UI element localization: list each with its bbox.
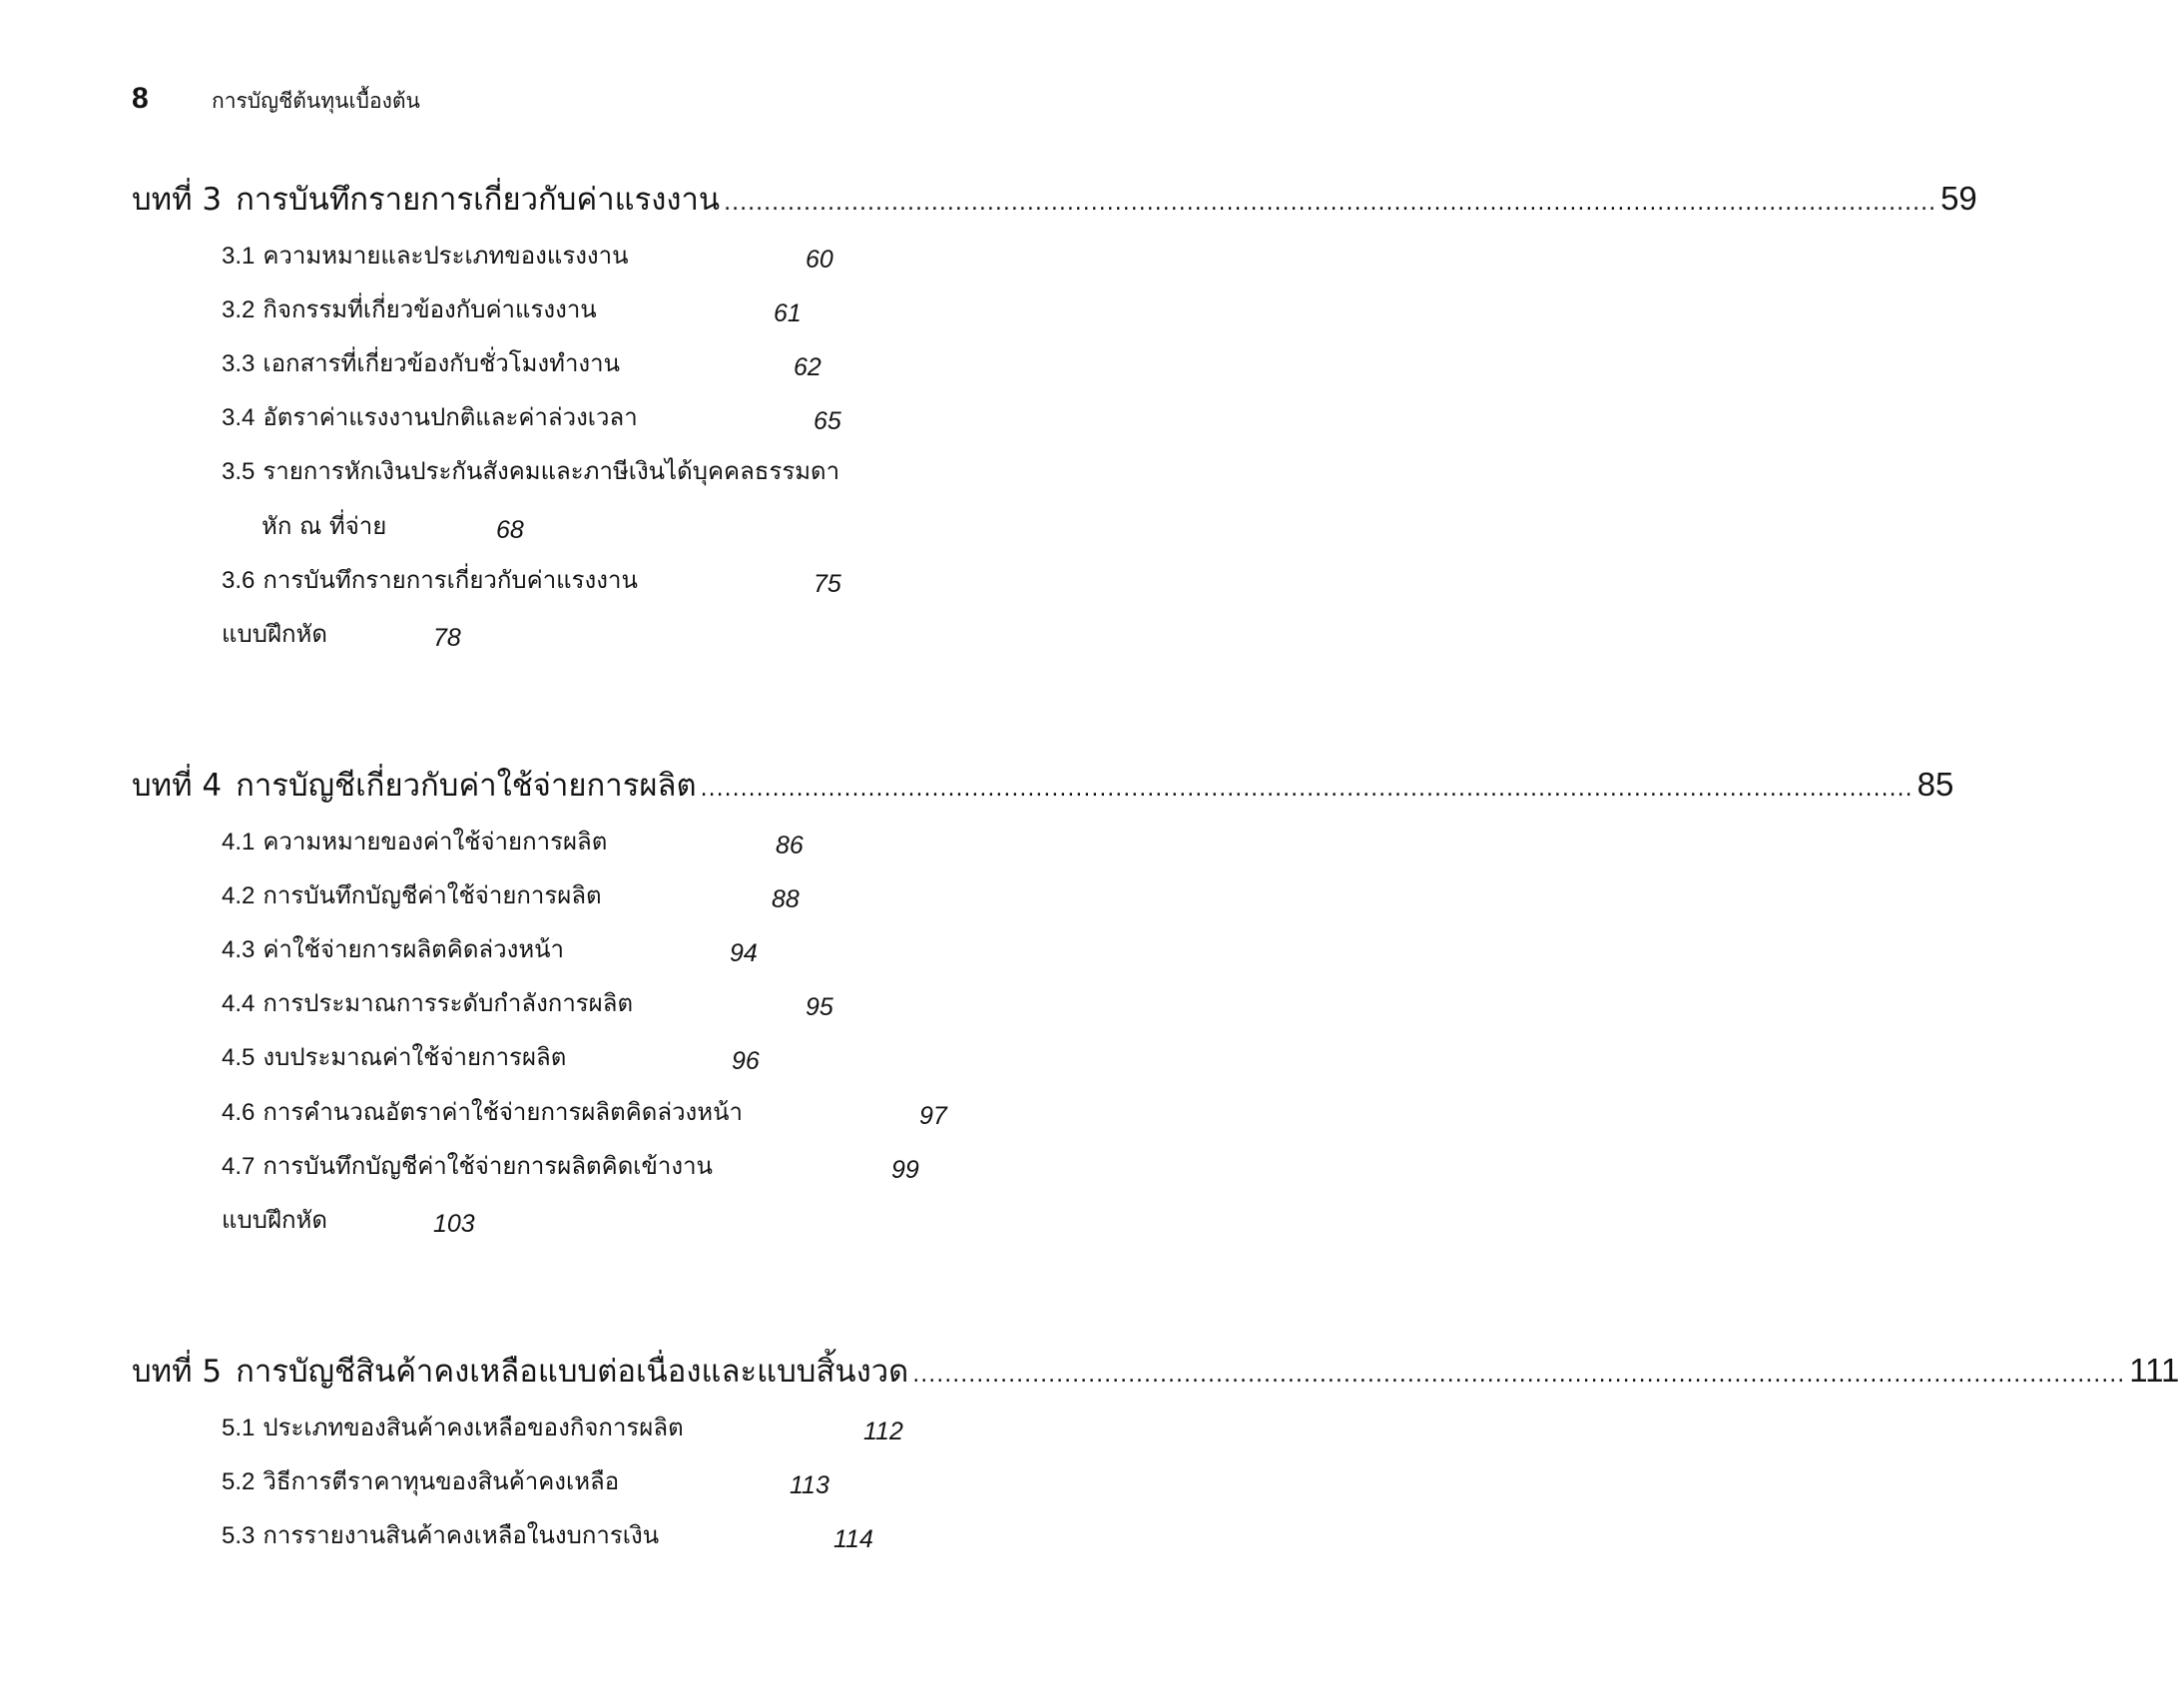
section-title: เอกสารที่เกี่ยวข้องกับชั่วโมงทำงาน xyxy=(263,349,621,377)
toc-entry-continuation[interactable] xyxy=(262,506,386,550)
chapter-page: 59 xyxy=(1940,180,1977,217)
section-title: ความหมายของค่าใช้จ่ายการผลิต xyxy=(263,828,608,855)
section-title: งบประมาณค่าใช้จ่ายการผลิต xyxy=(263,1043,567,1071)
chapter-title: การบัญชีสินค้าคงเหลือแบบต่อเนื่องและแบบสิ้นงวด xyxy=(236,1354,909,1390)
section-title: แบบฝึกหัด xyxy=(222,1206,327,1234)
section-number: 3.5 xyxy=(222,458,256,485)
section-title: การบันทึกบัญชีค่าใช้จ่ายการผลิตคิดเข้างาน xyxy=(263,1152,713,1180)
section-page: 97 xyxy=(919,1102,947,1130)
section-number: 3.6 xyxy=(222,567,256,594)
chapter-title: การบันทึกรายการเกี่ยวกับค่าแรงงาน xyxy=(236,182,721,218)
toc-entry[interactable] xyxy=(222,289,597,333)
section-number: 3.1 xyxy=(222,243,256,270)
section-title: วิธีการตีราคาทุนของสินค้าคงเหลือ xyxy=(263,1467,620,1495)
section-number: 4.1 xyxy=(222,829,256,855)
toc-entry[interactable] xyxy=(222,1408,684,1451)
section-number: 4.7 xyxy=(222,1153,256,1180)
section-page: 94 xyxy=(730,939,758,967)
toc-entry[interactable] xyxy=(222,236,629,280)
section-title: แบบฝึกหัด xyxy=(222,620,327,648)
section-page: 95 xyxy=(806,993,833,1021)
toc-entry[interactable] xyxy=(222,614,327,658)
section-title: กิจกรรมที่เกี่ยวข้องกับค่าแรงงาน xyxy=(263,295,597,323)
section-page: 96 xyxy=(732,1047,760,1075)
section-page: 78 xyxy=(433,624,461,652)
section-title: การคำนวณอัตราค่าใช้จ่ายการผลิตคิดล่วงหน้า xyxy=(263,1098,743,1126)
section-page: 75 xyxy=(814,570,841,598)
section-title: การรายงานสินค้าคงเหลือในงบการเงิน xyxy=(263,1521,660,1549)
toc-entry[interactable] xyxy=(222,1515,659,1559)
section-number: 5.1 xyxy=(222,1415,256,1441)
section-number: 3.2 xyxy=(222,296,256,323)
section-number: 4.2 xyxy=(222,882,256,909)
section-title: ประเภทของสินค้าคงเหลือของกิจการผลิต xyxy=(263,1414,684,1441)
chapter-heading[interactable] xyxy=(132,174,1977,226)
toc-entry[interactable] xyxy=(222,875,602,919)
section-title: การบันทึกบัญชีค่าใช้จ่ายการผลิต xyxy=(263,881,602,909)
section-number: 5.2 xyxy=(222,1468,256,1495)
section-title: อัตราค่าแรงงานปกติและค่าล่วงเวลา xyxy=(263,403,638,431)
section-page: 86 xyxy=(776,832,804,859)
section-number: 4.4 xyxy=(222,990,256,1017)
book-title: การบัญชีต้นทุนเบื้องต้น xyxy=(212,89,420,113)
toc-entry[interactable] xyxy=(222,822,607,865)
toc-entry[interactable] xyxy=(222,1092,743,1136)
chapter-label: บทที่ 4 xyxy=(132,768,223,804)
section-title: ความหมายและประเภทของแรงงาน xyxy=(263,242,629,270)
toc-entry[interactable] xyxy=(222,1037,566,1081)
chapter-label: บทที่ 5 xyxy=(132,1354,223,1390)
running-header xyxy=(132,82,420,122)
toc-entry[interactable] xyxy=(222,1461,619,1505)
section-page: 103 xyxy=(433,1210,475,1238)
section-title-continuation: หัก ณ ที่จ่าย xyxy=(262,512,387,540)
dot-leader: ........................................................................................................................................................ xyxy=(724,191,1937,216)
section-page: 65 xyxy=(814,407,841,435)
dot-leader: ........................................................................................................................................................ xyxy=(700,777,1913,802)
toc-entry[interactable] xyxy=(222,929,564,973)
dot-leader: ........................................................................................................................................................ xyxy=(912,1363,2126,1388)
section-page: 113 xyxy=(790,1471,829,1499)
section-number: 3.3 xyxy=(222,350,256,377)
section-title: ค่าใช้จ่ายการผลิตคิดล่วงหน้า xyxy=(263,935,565,963)
chapter-heading[interactable] xyxy=(132,1346,2179,1398)
toc-entry[interactable] xyxy=(222,1200,327,1244)
section-number: 4.6 xyxy=(222,1099,256,1126)
section-page: 60 xyxy=(806,246,833,274)
section-title: การบันทึกรายการเกี่ยวกับค่าแรงงาน xyxy=(263,566,638,594)
chapter-page: 111 xyxy=(2129,1352,2179,1389)
chapter-heading[interactable] xyxy=(132,760,1954,812)
section-page: 61 xyxy=(774,299,802,327)
section-page: 88 xyxy=(772,885,800,913)
section-number: 5.3 xyxy=(222,1522,256,1549)
section-page: 99 xyxy=(891,1156,919,1184)
toc-entry[interactable] xyxy=(222,1146,713,1190)
toc-entry[interactable] xyxy=(222,397,638,441)
chapter-label: บทที่ 3 xyxy=(132,182,223,218)
section-page: 112 xyxy=(863,1418,903,1445)
toc-entry[interactable] xyxy=(222,983,633,1027)
chapter-page: 85 xyxy=(1916,766,1954,803)
toc-entry[interactable] xyxy=(222,451,839,495)
section-number: 3.4 xyxy=(222,404,256,431)
toc-entry[interactable] xyxy=(222,343,620,387)
chapter-title: การบัญชีเกี่ยวกับค่าใช้จ่ายการผลิต xyxy=(236,768,697,804)
section-page: 114 xyxy=(833,1525,873,1553)
page-number: 8 xyxy=(132,82,149,115)
toc-entry[interactable] xyxy=(222,560,638,604)
section-page: 62 xyxy=(794,353,821,381)
section-page: 68 xyxy=(496,516,524,544)
section-title: การประมาณการระดับกำลังการผลิต xyxy=(263,989,634,1017)
section-number: 4.3 xyxy=(222,936,256,963)
section-title: รายการหักเงินประกันสังคมและภาษีเงินได้บุคคลธรรมดา xyxy=(263,457,840,485)
section-number: 4.5 xyxy=(222,1044,256,1071)
